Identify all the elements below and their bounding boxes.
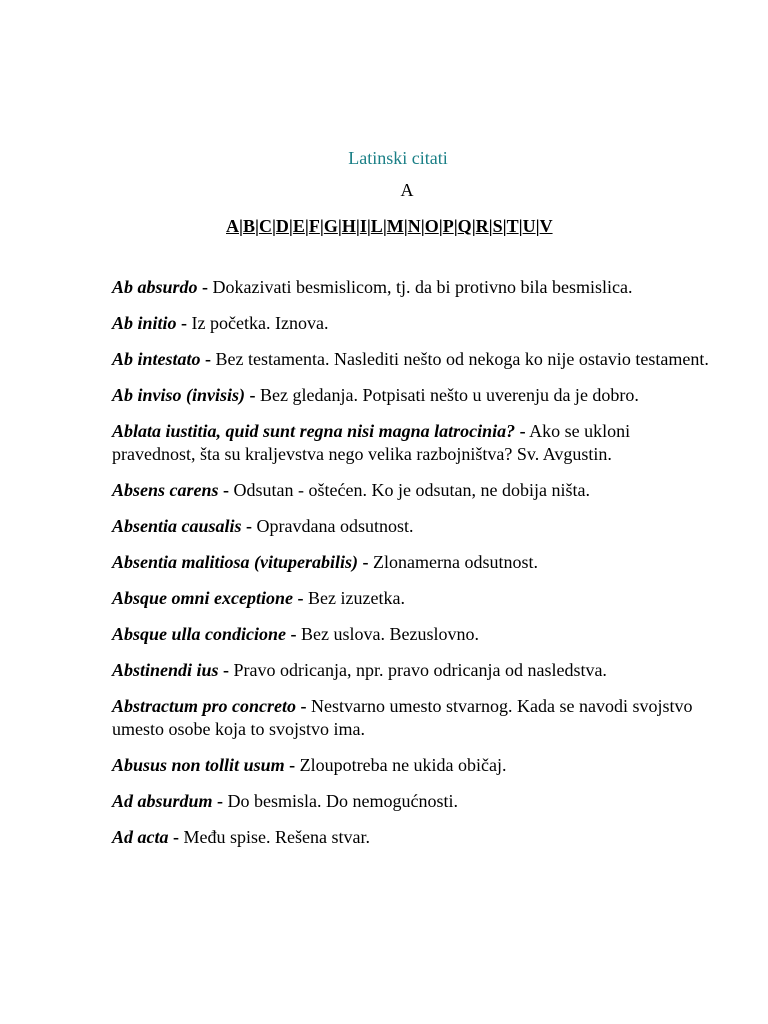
index-separator: | bbox=[254, 216, 259, 236]
entry-definition: Zlonamerna odsutnost. bbox=[373, 552, 538, 572]
entry-definition: Dokazivati besmislicom, tj. da bi protivno bila besmislica. bbox=[212, 277, 633, 297]
entry-definition: Bez uslova. Bezuslovno. bbox=[301, 624, 479, 644]
entry-separator: - bbox=[246, 516, 253, 536]
entry-term: Ad absurdum bbox=[112, 791, 213, 811]
entry-term: Absens carens bbox=[112, 480, 219, 500]
index-link-i[interactable]: I bbox=[359, 216, 367, 236]
entry-separator: - bbox=[300, 696, 307, 716]
entry-definition: Bez gledanja. Potpisati nešto u uverenju da je dobro. bbox=[260, 385, 639, 405]
entry-item bbox=[112, 276, 712, 299]
index-link-o[interactable]: O bbox=[424, 216, 439, 236]
index-separator: | bbox=[288, 216, 293, 236]
index-separator: | bbox=[271, 216, 276, 236]
index-separator: | bbox=[471, 216, 476, 236]
entry-item bbox=[112, 826, 712, 849]
index-separator: | bbox=[488, 216, 493, 236]
index-link-p[interactable]: P bbox=[442, 216, 454, 236]
index-separator: | bbox=[453, 216, 458, 236]
entry-term: Ab initio bbox=[112, 313, 177, 333]
entry-term: Ad acta bbox=[112, 827, 169, 847]
entry-item bbox=[112, 551, 712, 574]
entry-separator: - bbox=[223, 480, 230, 500]
entry-definition: Odsutan - oštećen. Ko je odsutan, ne dobija ništa. bbox=[233, 480, 590, 500]
index-separator: | bbox=[518, 216, 523, 236]
entry-term: Ablata iustitia, quid sunt regna nisi magna latrocinia? bbox=[112, 421, 516, 441]
index-separator: | bbox=[355, 216, 360, 236]
index-link-a[interactable]: A bbox=[226, 216, 239, 236]
entry-separator: - bbox=[223, 660, 230, 680]
entry-separator: - bbox=[217, 791, 224, 811]
entry-item bbox=[112, 754, 712, 777]
index-separator: | bbox=[420, 216, 425, 236]
entry-item bbox=[112, 515, 712, 538]
index-link-l[interactable]: L bbox=[370, 216, 383, 236]
index-separator: | bbox=[366, 216, 371, 236]
index-link-q[interactable]: Q bbox=[457, 216, 472, 236]
entry-definition: Bez testamenta. Naslediti nešto od nekoga ko nije ostavio testament. bbox=[215, 349, 709, 369]
entry-separator: - bbox=[297, 588, 304, 608]
entry-item bbox=[112, 384, 712, 407]
entry-separator: - bbox=[289, 755, 296, 775]
page-title: Latinski citati bbox=[348, 148, 448, 168]
entry-definition: Nestvarno umesto stvarnog. Kada se navodi svojstvo umesto osobe koja to svojstvo ima. bbox=[112, 696, 693, 739]
entry-item bbox=[112, 695, 712, 741]
index-separator: | bbox=[304, 216, 309, 236]
index-link-v[interactable]: V bbox=[539, 216, 553, 236]
index-separator: | bbox=[535, 216, 540, 236]
entry-definition: Bez izuzetka. bbox=[308, 588, 405, 608]
entry-term: Absentia malitiosa (vituperabilis) bbox=[112, 552, 359, 572]
entry-item bbox=[112, 790, 712, 813]
entry-separator: - bbox=[173, 827, 179, 847]
index-separator: | bbox=[403, 216, 408, 236]
index-link-u[interactable]: U bbox=[522, 216, 536, 236]
entry-definition: Ako se ukloni pravednost, šta su kraljevstva nego velika razbojništva? Sv. Avgustin. bbox=[112, 421, 631, 464]
alphabet-index bbox=[226, 216, 606, 237]
entry-term: Absque ulla condicione bbox=[112, 624, 287, 644]
entry-separator: - bbox=[362, 552, 369, 572]
index-link-r[interactable]: R bbox=[475, 216, 489, 236]
index-separator: | bbox=[319, 216, 324, 236]
index-separator: | bbox=[502, 216, 507, 236]
index-link-d[interactable]: D bbox=[275, 216, 289, 236]
entry-term: Ab inviso (invisis) bbox=[112, 385, 246, 405]
entry-definition: Zloupotreba ne ukida običaj. bbox=[299, 755, 507, 775]
entry-item bbox=[112, 348, 712, 371]
index-link-e[interactable]: E bbox=[292, 216, 305, 236]
entry-definition: Opravdana odsutnost. bbox=[256, 516, 414, 536]
entry-term: Ab intestato bbox=[112, 349, 201, 369]
entry-item bbox=[112, 420, 712, 466]
index-link-h[interactable]: H bbox=[341, 216, 356, 236]
entry-term: Ab absurdo bbox=[112, 277, 198, 297]
index-link-t[interactable]: T bbox=[506, 216, 519, 236]
section-letter: A bbox=[400, 180, 414, 200]
entry-definition: Do besmisla. Do nemogućnosti. bbox=[227, 791, 459, 811]
entry-definition: Pravo odricanja, npr. pravo odricanja od nasledstva. bbox=[233, 660, 607, 680]
entry-term: Absentia causalis bbox=[112, 516, 242, 536]
entry-term: Absque omni exceptione bbox=[112, 588, 293, 608]
entry-separator: - bbox=[249, 385, 256, 405]
index-separator: | bbox=[239, 216, 243, 236]
index-separator: | bbox=[382, 216, 387, 236]
entry-separator: - bbox=[519, 421, 526, 441]
entry-definition: Među spise. Rešena stvar. bbox=[183, 827, 370, 847]
entry-separator: - bbox=[205, 349, 212, 369]
index-link-f[interactable]: F bbox=[308, 216, 320, 236]
index-link-b[interactable]: B bbox=[242, 216, 255, 236]
index-link-s[interactable]: S bbox=[492, 216, 503, 236]
entry-separator: - bbox=[202, 277, 209, 297]
entry-definition: Iz početka. Iznova. bbox=[191, 313, 329, 333]
entry-term: Abstractum pro concreto bbox=[112, 696, 297, 716]
entry-item bbox=[112, 623, 712, 646]
entry-separator: - bbox=[181, 313, 188, 333]
index-link-g[interactable]: G bbox=[323, 216, 338, 236]
entry-term: Abstinendi ius bbox=[112, 660, 219, 680]
entry-item bbox=[112, 479, 712, 502]
entry-term: Abusus non tollit usum bbox=[112, 755, 285, 775]
index-link-m[interactable]: M bbox=[386, 216, 404, 236]
entry-item bbox=[112, 312, 712, 335]
entry-separator: - bbox=[290, 624, 297, 644]
entry-list bbox=[112, 276, 712, 862]
index-link-n[interactable]: N bbox=[407, 216, 421, 236]
entry-item bbox=[112, 659, 712, 682]
entry-item bbox=[112, 587, 712, 610]
index-link-c[interactable]: C bbox=[258, 216, 272, 236]
index-separator: | bbox=[438, 216, 443, 236]
index-separator: | bbox=[337, 216, 342, 236]
